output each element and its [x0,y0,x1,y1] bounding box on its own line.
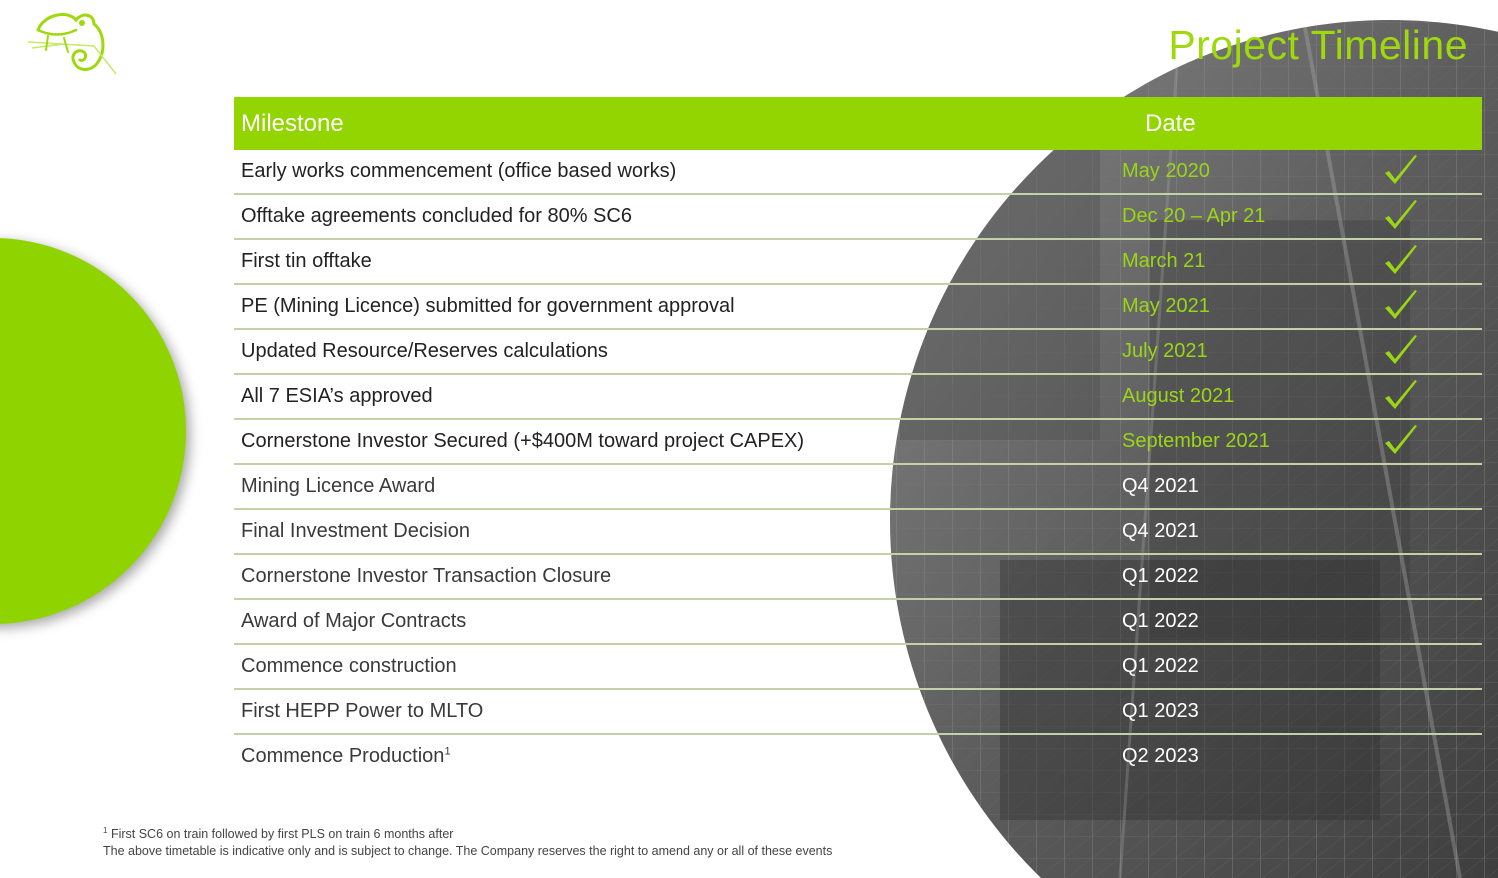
milestone-text: PE (Mining Licence) submitted for government approval [241,295,735,317]
chameleon-logo-icon [24,6,120,78]
date-cell: September 2021 [1122,430,1270,452]
date-cell: Q1 2023 [1122,700,1199,722]
milestone-cell [241,475,435,498]
table-row [234,465,1482,510]
date-cell: May 2020 [1122,160,1210,182]
footnote-mark: 1 [103,825,108,835]
table-row [234,555,1482,600]
footnote-1 [103,826,832,843]
checkmark-icon [1382,377,1420,415]
milestone-text: Award of Major Contracts [241,610,467,632]
header-date: Date [1145,110,1196,137]
milestone-cell [241,295,735,318]
milestone-text: All 7 ESIA’s approved [241,385,433,407]
milestone-text: Early works commencement (office based works) [241,160,677,182]
table-row [234,645,1482,690]
table-row [234,600,1482,645]
date-cell: Q2 2023 [1122,745,1199,767]
milestone-text: Cornerstone Investor Transaction Closure [241,565,612,587]
checkmark-icon [1382,242,1420,280]
footnotes [103,826,832,860]
milestone-cell [241,565,611,588]
checkmark-icon [1382,422,1420,460]
date-cell: August 2021 [1122,385,1235,407]
date-cell: Dec 20 – Apr 21 [1122,205,1266,227]
milestone-cell [241,520,470,543]
milestone-cell [241,610,466,633]
footnote-line-1: First SC6 on train followed by first PLS on train 6 months after [110,827,454,841]
page-title: Project Timeline [1168,22,1468,68]
footnote-2: The above timetable is indicative only and is subject to change. The Company reserves the right to amend any or all of these events [103,844,833,858]
date-cell: Q1 2022 [1122,655,1199,677]
table-row [234,690,1482,735]
milestone-cell [241,385,433,408]
checkmark-icon [1382,332,1420,370]
milestone-text: Offtake agreements concluded for 80% SC6 [241,205,632,227]
table-header [234,97,1482,150]
table-row [234,240,1482,285]
date-cell: Q4 2021 [1122,475,1199,497]
milestone-cell [241,430,804,453]
date-cell: March 21 [1122,250,1206,272]
milestone-text: Commence Production [241,745,445,767]
table-row [234,195,1482,240]
checkmark-icon [1382,197,1420,235]
milestone-text: First tin offtake [241,250,372,272]
date-cell: July 2021 [1122,340,1208,362]
table-row [234,150,1482,195]
milestone-cell [241,250,372,273]
checkmark-icon [1382,287,1420,325]
checkmark-icon [1382,152,1420,190]
table-row [234,510,1482,555]
milestone-cell [241,745,451,768]
header-milestone: Milestone [241,110,344,137]
milestone-text: Updated Resource/Reserves calculations [241,340,608,362]
table-row [234,420,1482,465]
milestone-cell [241,340,608,363]
date-cell: Q1 2022 [1122,565,1199,587]
milestone-cell [241,205,632,228]
date-cell: May 2021 [1122,295,1210,317]
milestone-cell [241,655,457,678]
table-row [234,375,1482,420]
milestone-text: Commence construction [241,655,457,677]
milestone-cell [241,700,483,723]
footnote-mark: 1 [444,745,451,758]
milestone-text: Mining Licence Award [241,475,436,497]
table-row [234,330,1482,375]
milestone-text: Final Investment Decision [241,520,470,542]
date-cell: Q4 2021 [1122,520,1199,542]
milestone-text: First HEPP Power to MLTO [241,700,484,722]
timeline-table [234,97,1482,778]
milestone-cell [241,160,676,183]
date-cell: Q1 2022 [1122,610,1199,632]
table-body [234,150,1482,778]
table-row [234,735,1482,778]
milestone-text: Cornerstone Investor Secured (+$400M toward project CAPEX) [241,430,805,452]
table-row [234,285,1482,330]
